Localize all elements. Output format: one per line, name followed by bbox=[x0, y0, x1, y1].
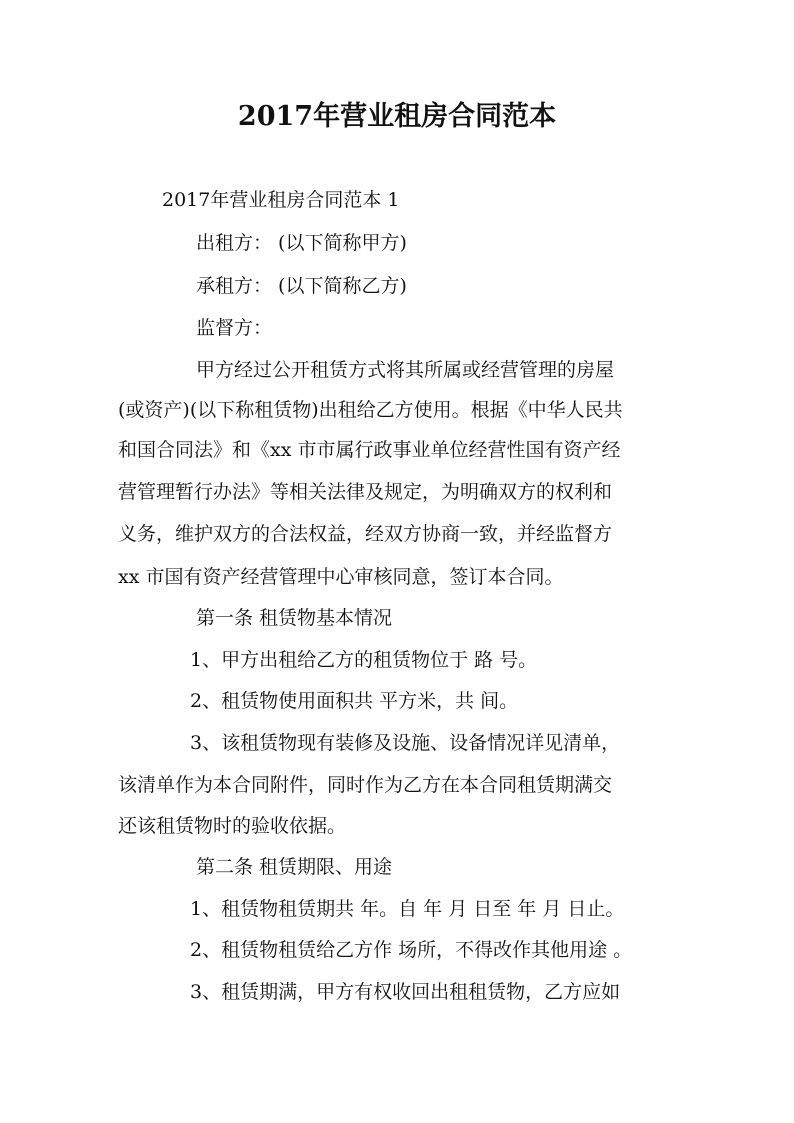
paragraph-line: 义务，维护双方的合法权益，经双方协商一致，并经监督方 bbox=[118, 523, 613, 545]
paragraph-line: 甲方经过公开租赁方式将其所属或经营管理的房屋 bbox=[196, 359, 615, 381]
paragraph-line: xx 市国有资产经营管理中心审核同意，签订本合同。 bbox=[118, 566, 564, 588]
paragraph-line: 还该租赁物时的验收依据。 bbox=[118, 815, 347, 837]
clause-line: 1、租赁物租赁期共 年。自 年 月 日至 年 月 日止。 bbox=[190, 898, 625, 920]
clause-line: 2、租赁物使用面积共 平方米，共 间。 bbox=[190, 690, 519, 712]
paragraph-line: 和国合同法》和《xx 市市属行政事业单位经营性国有资产经 bbox=[118, 439, 621, 461]
document-title: 2017年营业租房合同范本 bbox=[237, 101, 557, 132]
lessee-line: 承租方： (以下简称乙方) bbox=[196, 275, 407, 297]
paragraph-line: 营管理暂行办法》等相关法律及规定，为明确双方的权利和 bbox=[118, 481, 613, 503]
article-heading: 第一条 租赁物基本情况 bbox=[196, 607, 393, 629]
lessor-line: 出租方： (以下简称甲方) bbox=[196, 232, 407, 254]
supervisor-line: 监督方： bbox=[196, 317, 273, 339]
article-heading: 第二条 租赁期限、用途 bbox=[196, 856, 393, 878]
section-heading: 2017年营业租房合同范本 1 bbox=[162, 189, 400, 211]
clause-line: 3、租赁期满，甲方有权收回出租租赁物，乙方应如 bbox=[190, 981, 621, 1003]
paragraph-line: 该清单作为本合同附件，同时作为乙方在本合同租赁期满交 bbox=[118, 774, 613, 796]
clause-line: 3、该租赁物现有装修及设施、设备情况详见清单， bbox=[190, 732, 621, 754]
clause-line: 1、甲方出租给乙方的租赁物位于 路 号。 bbox=[190, 649, 538, 671]
clause-line: 2、租赁物租赁给乙方作 场所，不得改作其他用途 。 bbox=[190, 939, 633, 961]
paragraph-line: (或资产)(以下称租赁物)出租给乙方使用。根据《中华人民共 bbox=[118, 399, 623, 421]
